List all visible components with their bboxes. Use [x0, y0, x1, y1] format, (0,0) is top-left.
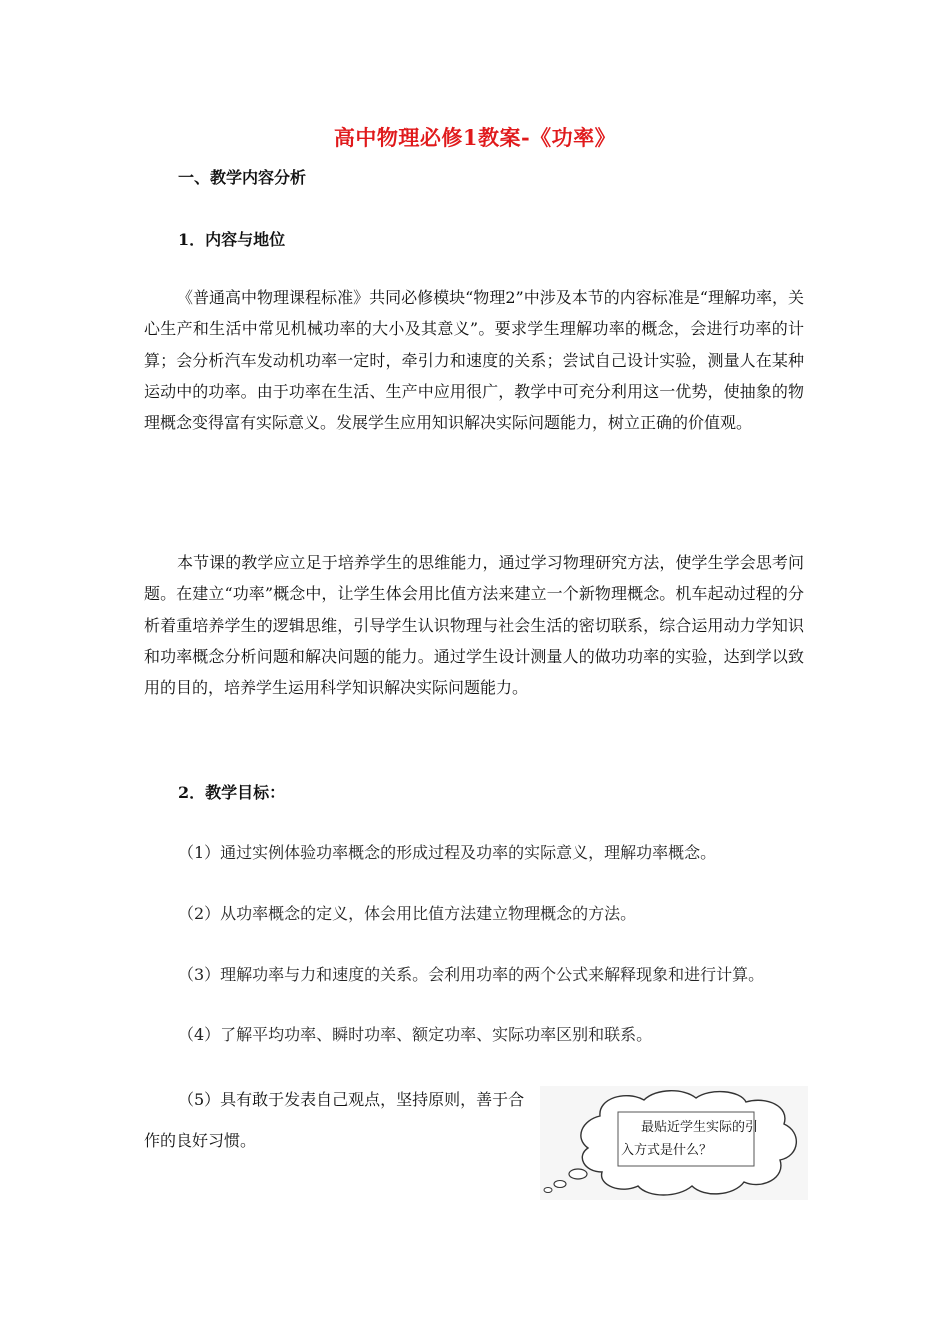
objective-item-1: （1）通过实例体验功率概念的形成过程及功率的实际意义，理解功率概念。: [178, 843, 717, 862]
objective-item-5: （5）具有敢于发表自己观点，坚持原则，善于合作的良好习惯。: [144, 1090, 525, 1150]
paragraph-teaching-approach: 本节课的教学应立足于培养学生的思维能力，通过学习物理研究方法，使学生学会思考问题。在建立“功率”概念中，让学生体会用比值方法来建立一个新物理概念。机车起动过程的分析着重培养学生的逻辑思维，引导学生认识物理与社会生活的密切联系，综合运用动力学知识和功率概念分析问题和解决问题的能力。通过学生设计测量人的做功功率的实验，达到学以致用的目的，培养学生运用科学知识解决实际问题能力。: [144, 553, 804, 698]
subsection-heading-content-position: 1．内容与地位: [178, 230, 286, 249]
objective-item-4: （4）了解平均功率、瞬时功率、额定功率、实际功率区别和联系。: [178, 1025, 653, 1044]
section-heading-content-analysis: 一、教学内容分析: [178, 168, 307, 187]
callout-text: [621, 1116, 759, 1164]
paragraph-curriculum-standard: 《普通高中物理课程标准》共同必修模块“物理2”中涉及本节的内容标准是“理解功率，关心生产和生活中常见机械功率的大小及其意义”。要求学生理解功率的概念，会进行功率的计算；会分析汽车发动机功率一定时，牵引力和速度的关系；尝试自己设计实验，测量人在某种运动中的功率。由于功率在生活、生产中应用很广，教学中可充分利用这一优势，使抽象的物理概念变得富有实际意义。发展学生应用知识解决实际问题能力，树立正确的价值观。: [144, 288, 804, 433]
subsection-heading-objectives: 2．教学目标：: [178, 783, 286, 802]
objective-item-2: （2）从功率概念的定义，体会用比值方法建立物理概念的方法。: [178, 904, 637, 923]
callout-line-2: 入方式是什么？: [621, 1143, 713, 1158]
callout-line-1: 最贴近学生实际的引: [641, 1120, 759, 1135]
document-title: 高中物理必修1教案-《功率》: [333, 125, 617, 150]
objective-item-3: （3）理解功率与力和速度的关系。会利用功率的两个公式来解释现象和进行计算。: [178, 965, 765, 984]
